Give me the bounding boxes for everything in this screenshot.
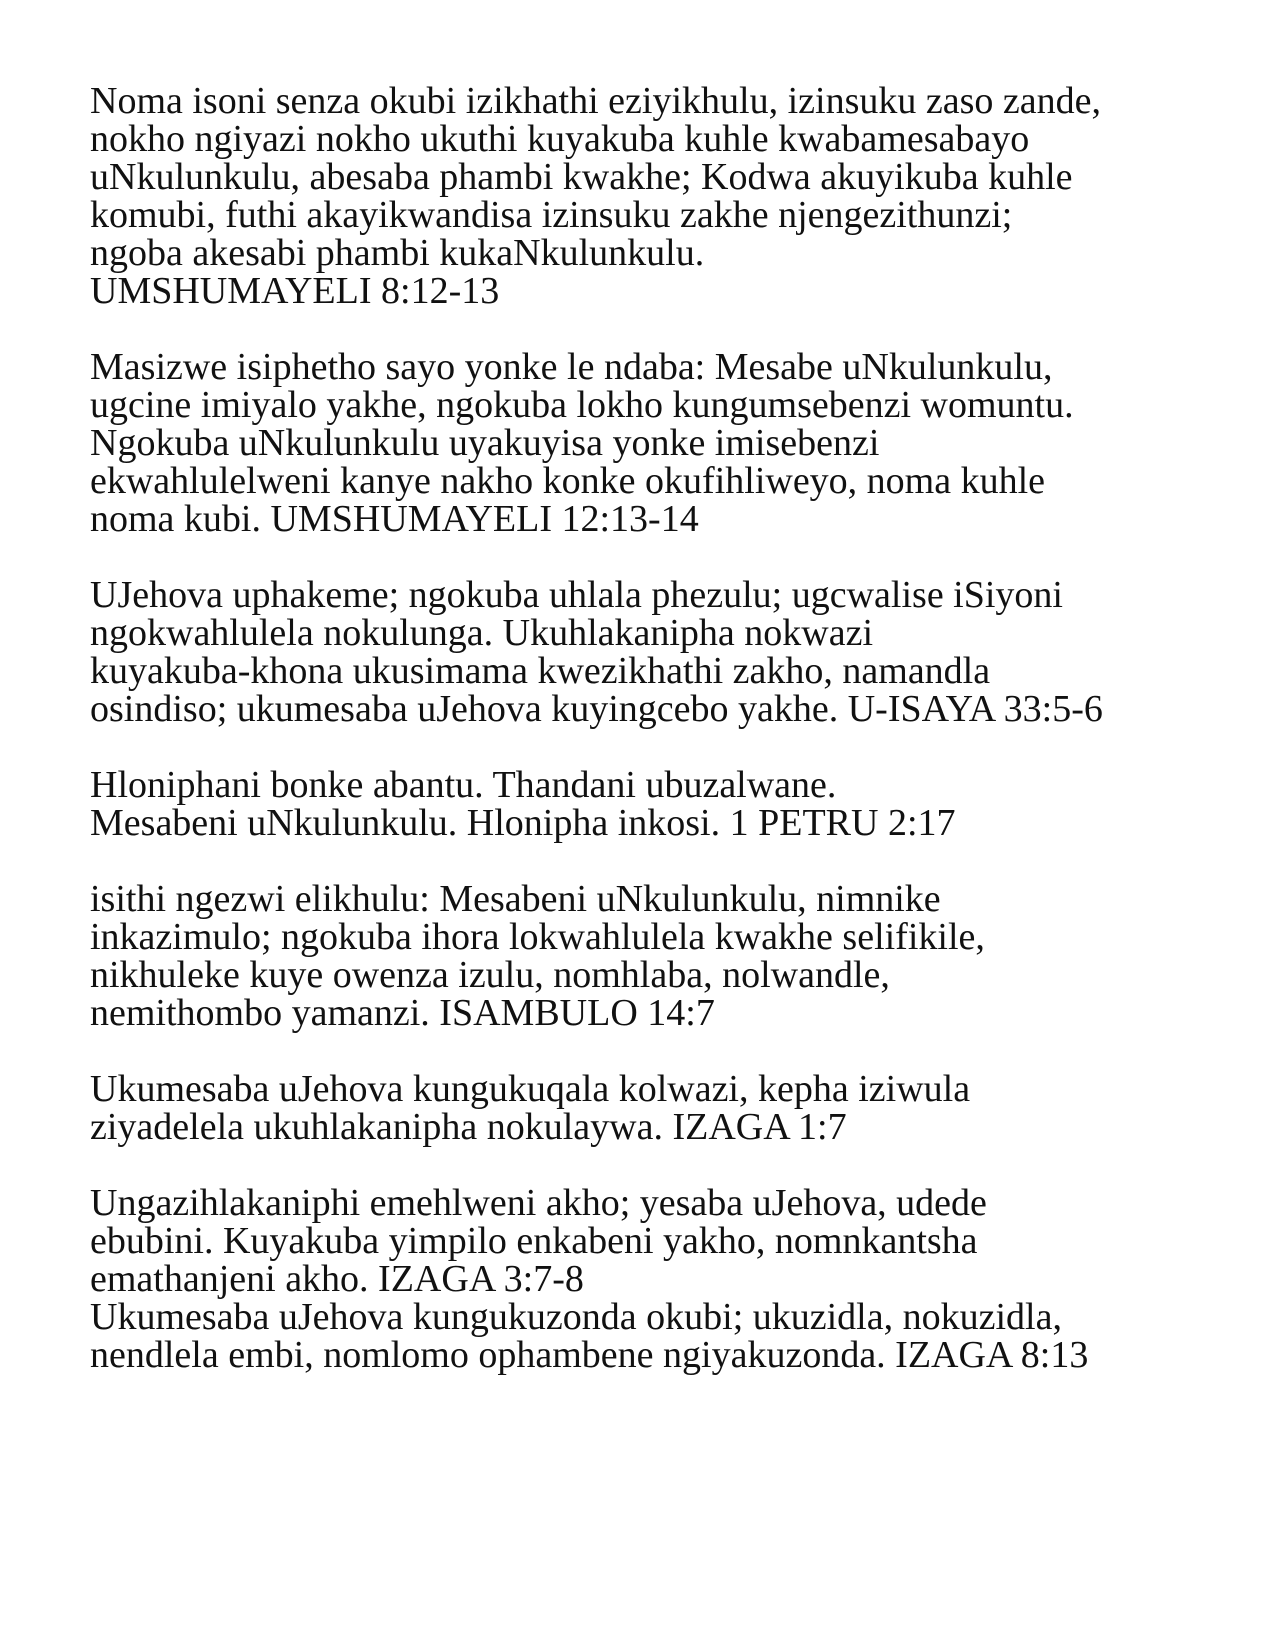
text-line: inkazimulo; ngokuba ihora lokwahlulela kwakhe selifikile, <box>90 916 985 958</box>
text-line: ugcine imiyalo yakhe, ngokuba lokho kungumsebenzi womuntu. <box>90 384 1074 426</box>
text-line: ngokwahlulela nokulunga. Ukuhlakanipha nokwazi <box>90 612 874 654</box>
text-line: komubi, futhi akayikwandisa izinsuku zakhe njengezithunzi; <box>90 194 1013 236</box>
text-line: Ukumesaba uJehova kungukuqala kolwazi, kepha iziwula <box>90 1068 971 1110</box>
text-line: Ukumesaba uJehova kungukuzonda okubi; ukuzidla, nokuzidla, <box>90 1296 1062 1338</box>
text-line: uNkulunkulu, abesaba phambi kwakhe; Kodwa akuyikuba kuhle <box>90 156 1073 198</box>
scripture-paragraph-7 <box>90 1184 1210 1374</box>
scripture-paragraph-4 <box>90 766 1210 842</box>
text-line: kuyakuba-khona ukusimama kwezikhathi zakho, namandla <box>90 650 991 692</box>
text-line: Masizwe isiphetho sayo yonke le ndaba: Mesabe uNkulunkulu, <box>90 346 1053 388</box>
text-line: ebubini. Kuyakuba yimpilo enkabeni yakho, nomnkantsha <box>90 1220 978 1262</box>
text-line: isithi ngezwi elikhulu: Mesabeni uNkulunkulu, nimnike <box>90 878 941 920</box>
scripture-paragraph-6 <box>90 1070 1210 1146</box>
scripture-paragraph-1 <box>90 82 1210 310</box>
text-line: Ngokuba uNkulunkulu uyakuyisa yonke imisebenzi <box>90 422 880 464</box>
text-line: Mesabeni uNkulunkulu. Hlonipha inkosi. 1 PETRU 2:17 <box>90 802 956 844</box>
scripture-paragraph-2 <box>90 348 1210 538</box>
text-line: nemithombo yamanzi. ISAMBULO 14:7 <box>90 992 715 1034</box>
text-line: ngoba akesabi phambi kukaNkulunkulu. <box>90 232 705 274</box>
text-line: ziyadelela ukuhlakanipha nokulaywa. IZAGA 1:7 <box>90 1106 847 1148</box>
text-line: nokho ngiyazi nokho ukuthi kuyakuba kuhle kwabamesabayo <box>90 118 1030 160</box>
text-line: osindiso; ukumesaba uJehova kuyingcebo yakhe. U-ISAYA 33:5-6 <box>90 688 1103 730</box>
text-line: noma kubi. UMSHUMAYELI 12:13-14 <box>90 498 699 540</box>
text-line: Hloniphani bonke abantu. Thandani ubuzalwane. <box>90 764 837 806</box>
text-line: nikhuleke kuye owenza izulu, nomhlaba, nolwandle, <box>90 954 890 996</box>
text-line: UJehova uphakeme; ngokuba uhlala phezulu; ugcwalise iSiyoni <box>90 574 1063 616</box>
text-line: nendlela embi, nomlomo ophambene ngiyakuzonda. IZAGA 8:13 <box>90 1334 1089 1376</box>
document-page <box>90 82 1210 1374</box>
text-line: Ungazihlakaniphi emehlweni akho; yesaba uJehova, udede <box>90 1182 987 1224</box>
scripture-reference: UMSHUMAYELI 8:12-13 <box>90 270 500 312</box>
text-line: ekwahlulelweni kanye nakho konke okufihliweyo, noma kuhle <box>90 460 1046 502</box>
text-line: Noma isoni senza okubi izikhathi eziyikhulu, izinsuku zaso zande, <box>90 80 1101 122</box>
scripture-paragraph-5 <box>90 880 1210 1032</box>
text-line: emathanjeni akho. IZAGA 3:7-8 <box>90 1258 584 1300</box>
scripture-paragraph-3 <box>90 576 1210 728</box>
